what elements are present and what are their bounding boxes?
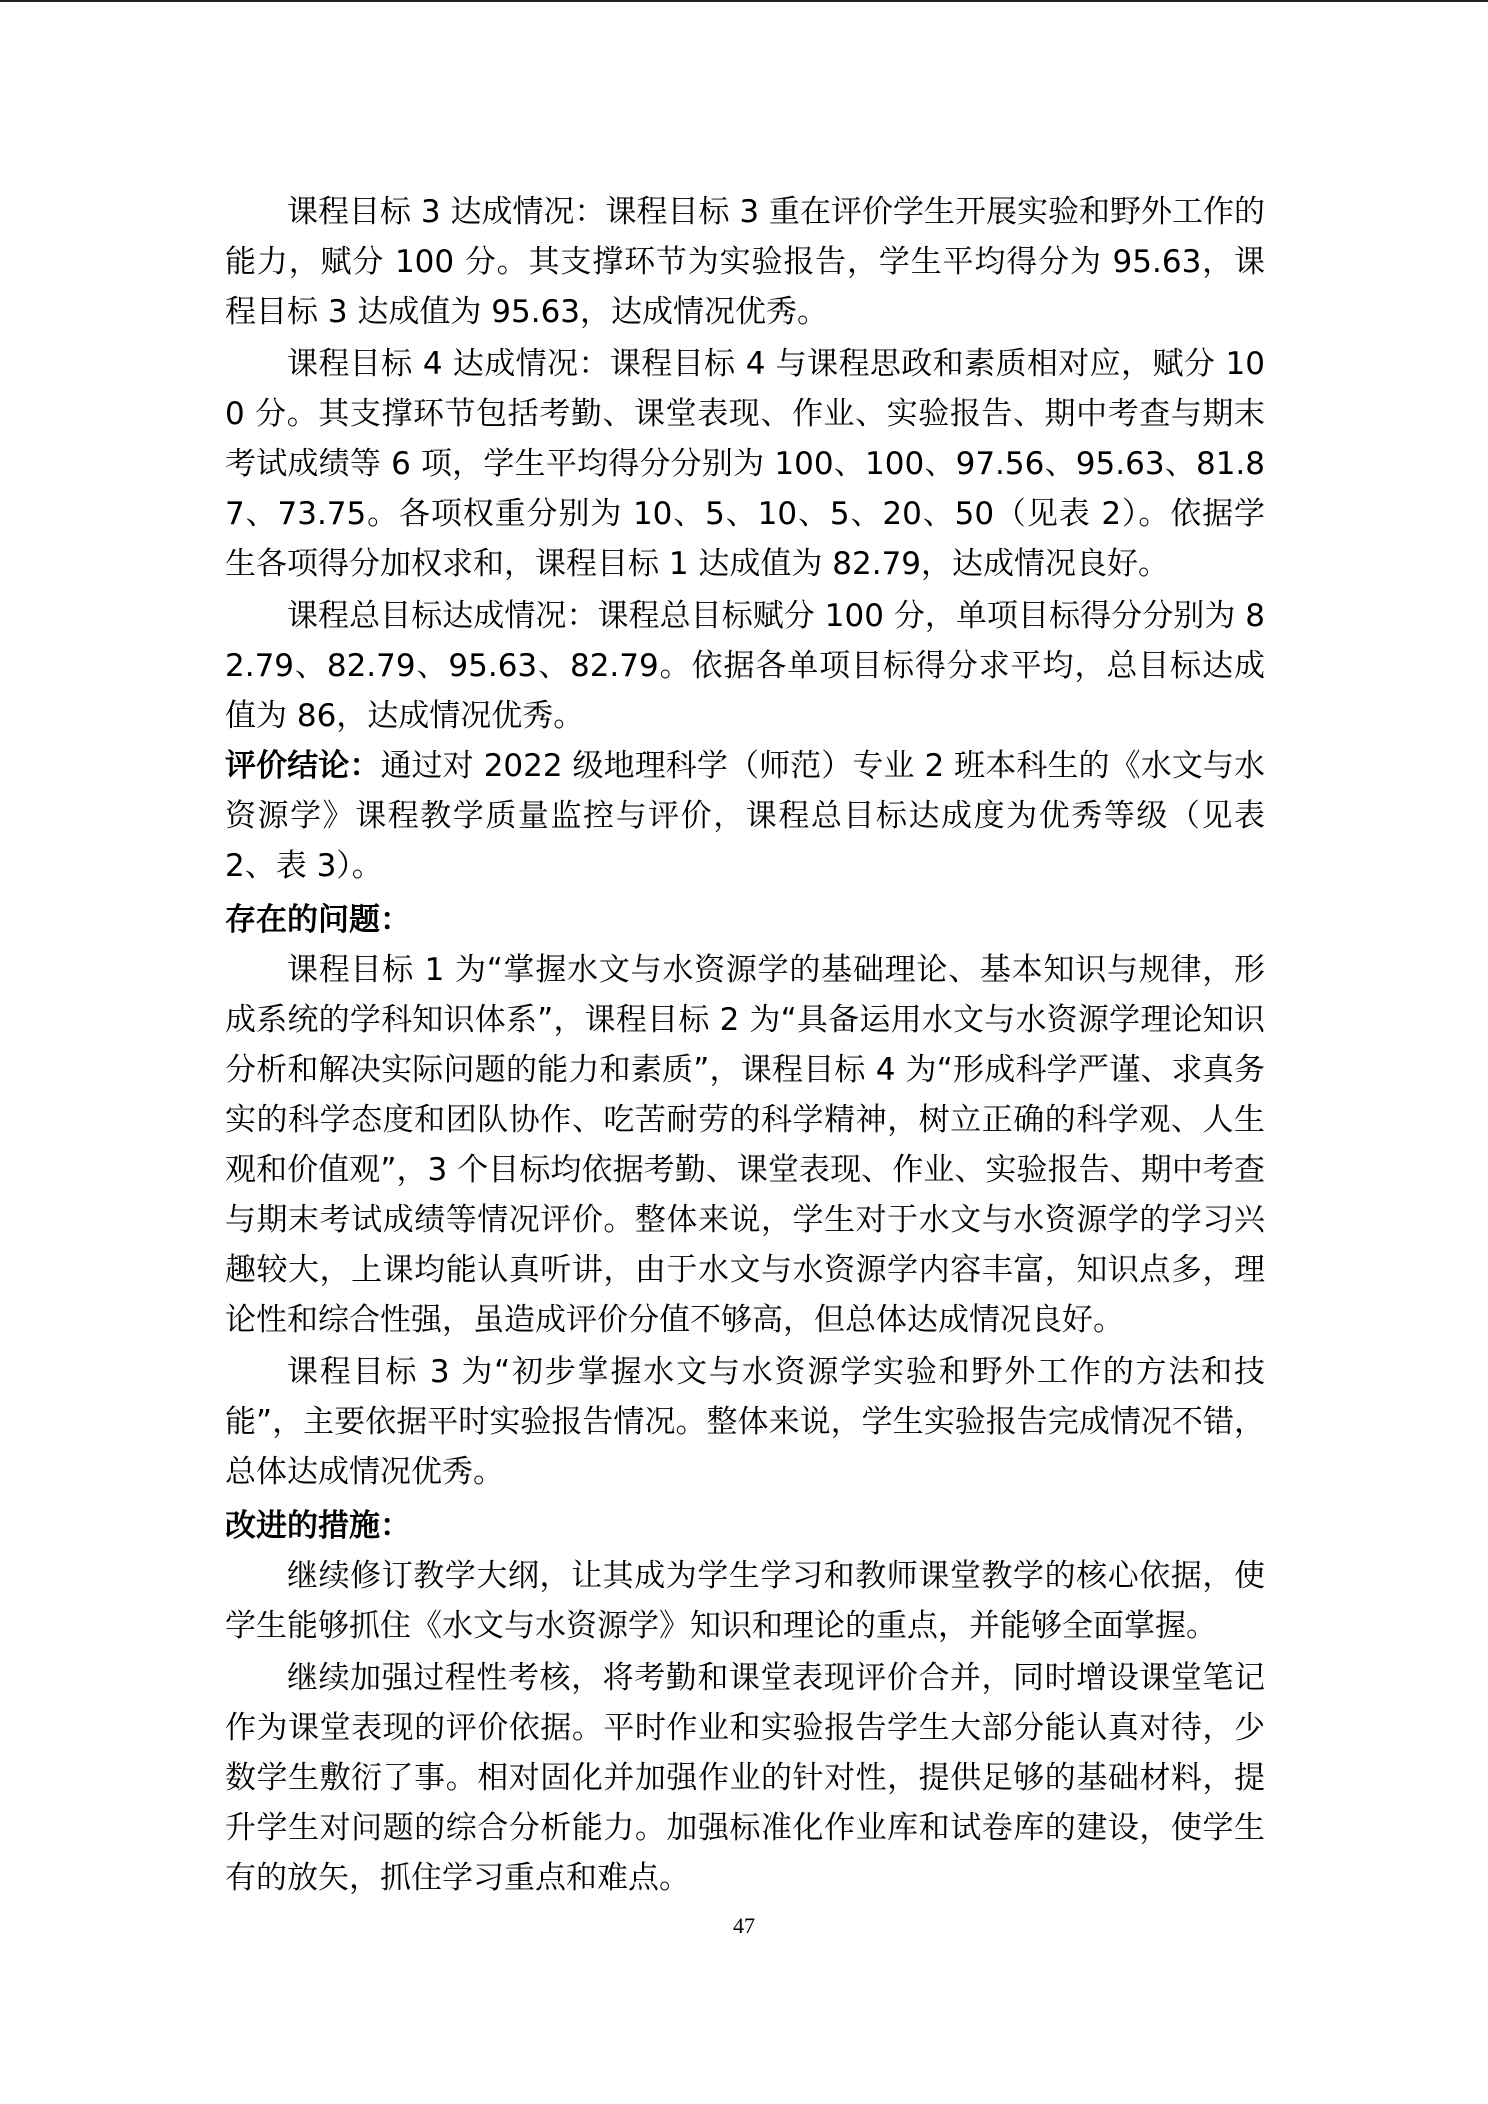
heading-problems: 存在的问题： xyxy=(225,902,411,938)
paragraph-measures-2: 继续加强过程性考核，将考勤和课堂表现评价合并，同时增设课堂笔记作为课堂表现的评价依据。平时作业和实验报告学生大部分能认真对待，少数学生敷衍了事。相对固化并加强作业的针对性，提供足够的基础材料，提升学生对问题的综合分析能力。加强标准化作业库和试卷库的建设，使学生有的放矢，抓住学习重点和难点。 xyxy=(225,1660,1265,1896)
paragraph-goal-3: 课程目标 3 达成情况：课程目标 3 重在评价学生开展实验和野外工作的能力，赋分 100 分。其支撑环节为实验报告，学生平均得分为 95.63，课程目标 3 达成值为 95.63，达成情况优秀。 xyxy=(225,194,1265,330)
page-number: 47 xyxy=(733,1913,755,1938)
page-top-border xyxy=(0,0,1488,2)
paragraph-measures-1: 继续修订教学大纲，让其成为学生学习和教师课堂教学的核心依据，使学生能够抓住《水文与水资源学》知识和理论的重点，并能够全面掌握。 xyxy=(225,1558,1265,1644)
conclusion-text: 通过对 2022 级地理科学（师范）专业 2 班本科生的《水文与水资源学》课程教学质量监控与评价，课程总目标达成度为优秀等级（见表 2、表 3）。 xyxy=(225,748,1266,884)
paragraph-problems-1: 课程目标 1 为“掌握水文与水资源学的基础理论、基本知识与规律，形成系统的学科知识体系”，课程目标 2 为“具备运用水文与水资源学理论知识分析和解决实际问题的能力和素质”，课程目标 4 为“形成科学严谨、求真务实的科学态度和团队协作、吃苦耐劳的科学精神，树立正确的科学观、人生观和价值观”，3 个目标均依据考勤、课堂表现、作业、实验报告、期中考查与期末考试成绩等情况评价。整体来说，学生对于水文与水资源学的学习兴趣较大，上课均能认真听讲，由于水文与水资源学内容丰富，知识点多，理论性和综合性强，虽造成评价分值不够高，但总体达成情况良好。 xyxy=(225,952,1265,1338)
heading-measures: 改进的措施： xyxy=(225,1508,411,1544)
paragraph-problems-2: 课程目标 3 为“初步掌握水文与水资源学实验和野外工作的方法和技能”，主要依据平时实验报告情况。整体来说，学生实验报告完成情况不错，总体达成情况优秀。 xyxy=(225,1354,1265,1490)
conclusion-label: 评价结论： xyxy=(225,748,381,784)
paragraph-conclusion xyxy=(225,741,1265,891)
document-body xyxy=(225,187,1265,1903)
paragraph-overall-goal: 课程总目标达成情况：课程总目标赋分 100 分，单项目标得分分别为 82.79、82.79、95.63、82.79。依据各单项目标得分求平均，总目标达成值为 86，达成情况优秀。 xyxy=(225,598,1265,734)
paragraph-goal-4: 课程目标 4 达成情况：课程目标 4 与课程思政和素质相对应，赋分 100 分。其支撑环节包括考勤、课堂表现、作业、实验报告、期中考查与期末考试成绩等 6 项，学生平均得分分别为 100、100、97.56、95.63、81.87、73.75。各项权重分别为 10、5、10、5、20、50（见表 2）。依据学生各项得分加权求和，课程目标 1 达成值为 82.79，达成情况良好。 xyxy=(225,346,1265,582)
